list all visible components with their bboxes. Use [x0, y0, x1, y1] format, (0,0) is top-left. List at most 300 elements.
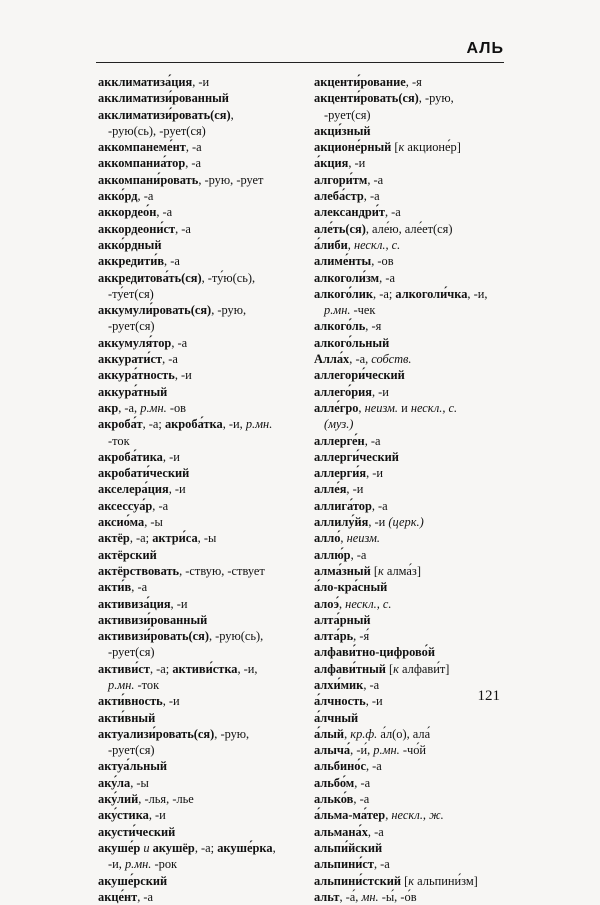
dictionary-entry-line [314, 237, 514, 253]
headword: аку́стика [98, 808, 149, 823]
headword: аккордеони́ст [98, 221, 176, 236]
dictionary-entry-line [314, 873, 514, 889]
headword: аллегори́ческий [314, 368, 405, 383]
grammar-note: к [393, 661, 399, 676]
dictionary-entry-line [314, 530, 514, 546]
headword: алкого́льный [314, 335, 390, 350]
inflection: , -рую, [211, 303, 247, 318]
inflection: , -а [371, 498, 388, 513]
dictionary-entry-line [314, 204, 514, 220]
dictionary-entry-line [314, 596, 514, 612]
dictionary-entry-line [98, 335, 316, 351]
page-number: 121 [477, 688, 500, 704]
headword: а́лчность [314, 694, 366, 709]
inflection: , -а́, [339, 889, 362, 904]
dictionary-entry-line [98, 628, 316, 644]
dictionary-entry-line [98, 661, 316, 677]
headword: акуше́рка [217, 840, 273, 855]
inflection: алфави́т] [398, 661, 450, 676]
inflection: , -а [367, 824, 384, 839]
inflection: -ток [134, 677, 160, 692]
inflection: , -а [152, 498, 169, 513]
dictionary-entry-line [314, 514, 514, 530]
grammar-note: р.мн. [324, 303, 351, 318]
dictionary-entry-line [314, 367, 514, 383]
inflection: , -я́ [353, 629, 370, 644]
inflection: , [385, 808, 392, 823]
inflection: -ток [108, 433, 130, 448]
dictionary-entry-line [314, 433, 514, 449]
dictionary-entry-line [98, 579, 316, 595]
inflection: , -и [366, 466, 384, 481]
inflection: , -и, [467, 286, 488, 301]
headword: а́ло-кра́сный [314, 580, 388, 595]
dictionary-entry-line [98, 856, 316, 872]
dictionary-entry-line [98, 270, 316, 286]
dictionary-entry-line [98, 758, 316, 774]
headword: алкоголи́чка [395, 286, 468, 301]
dictionary-entry-line [98, 514, 316, 530]
dictionary-entry-line [98, 563, 316, 579]
headword: акклиматизи́рованный [98, 91, 229, 106]
headword: алта́рный [314, 612, 371, 627]
dictionary-entry-line [98, 449, 316, 465]
headword: алло́ [314, 531, 341, 546]
grammar-note: нескл., ж. [391, 808, 444, 823]
dictionary-entry-line [98, 221, 316, 237]
headword: алкого́ль [314, 319, 366, 334]
inflection: , -а [131, 580, 148, 595]
grammar-note: нескл., с. [410, 400, 458, 415]
headword: акусти́ческий [98, 824, 176, 839]
inflection: , але́ю, але́ет(ся) [365, 221, 453, 236]
headword: алта́рь [314, 629, 354, 644]
inflection: , -ы [130, 775, 149, 790]
dictionary-entry-line [314, 221, 514, 237]
dictionary-entry-line [98, 367, 316, 383]
dictionary-entry-line [314, 856, 514, 872]
inflection: , -а [353, 792, 370, 807]
headword: а́лчный [314, 710, 359, 725]
dictionary-entry-line [98, 873, 316, 889]
headword: аллего́рия [314, 384, 372, 399]
inflection: , -и [365, 694, 383, 709]
headword: акселера́ция [98, 482, 169, 497]
grammar-note: к [408, 873, 415, 888]
headword: аккредитова́ть(ся) [98, 270, 202, 285]
inflection: , -ту́ю(сь), [201, 270, 256, 285]
inflection: , -а [373, 857, 390, 872]
header-rule [96, 62, 504, 63]
inflection: , -а [185, 140, 202, 155]
headword: активизи́рованный [98, 612, 208, 627]
dictionary-entry-line [98, 107, 316, 123]
headword: алфави́тный [314, 661, 386, 676]
dictionary-entry-line [314, 90, 514, 106]
dictionary-entry-line [98, 612, 316, 628]
headword: а́либи [314, 237, 348, 252]
headword: актри́са [152, 531, 198, 546]
inflection: , -ствую, -ствует [179, 563, 265, 578]
dictionary-entry-line [314, 107, 514, 123]
dictionary-entry-line [314, 628, 514, 644]
dictionary-entry-line [314, 123, 514, 139]
dictionary-entry-line [98, 824, 316, 840]
dictionary-entry-line [98, 693, 316, 709]
headword: аккредити́в [98, 254, 165, 269]
headword: актёр [98, 531, 130, 546]
dictionary-entry-line [98, 253, 316, 269]
inflection: [ [391, 140, 399, 155]
dictionary-entry-line [314, 547, 514, 563]
dictionary-entry-line [98, 530, 316, 546]
dictionary-entry-line [98, 155, 316, 171]
headword: акценти́ровать(ся) [314, 91, 419, 106]
headword: актуализи́ровать(ся) [98, 726, 215, 741]
inflection: , -и, [237, 661, 258, 676]
inflection: , -и [162, 694, 180, 709]
inflection: , -а [162, 352, 178, 367]
dictionary-entry-line [98, 433, 316, 449]
dictionary-entry-line [98, 775, 316, 791]
headword: акробати́ческий [98, 466, 190, 481]
headword: аллю́р [314, 547, 351, 562]
inflection: , -а [137, 189, 154, 204]
dictionary-entry-line [98, 384, 316, 400]
inflection: , -а [365, 759, 382, 774]
inflection: -ов [166, 400, 186, 415]
dictionary-entry-line [98, 90, 316, 106]
grammar-note: (муз.) [324, 417, 354, 432]
dictionary-entry-line [98, 726, 316, 742]
headword: Алла́х [314, 352, 350, 367]
inflection: , -ы [144, 515, 163, 530]
headword: аллерге́н [314, 433, 365, 448]
dictionary-entry-line [98, 318, 316, 334]
dictionary-entry-line [314, 742, 514, 758]
headword: алле́я [314, 482, 347, 497]
headword: аккордео́н [98, 205, 157, 220]
dictionary-entry-line [98, 465, 316, 481]
inflection: , -а [367, 172, 384, 187]
headword: аккумули́ровать(ся) [98, 303, 212, 318]
dictionary-entry-line [314, 481, 514, 497]
dictionary-entry-line [314, 270, 514, 286]
inflection: алма́з] [383, 563, 421, 578]
inflection: , -а [379, 270, 395, 285]
grammar-note: нескл., с. [353, 237, 401, 252]
dictionary-entry-line [314, 384, 514, 400]
dictionary-entry-line [98, 677, 316, 693]
headword: акти́вность [98, 694, 163, 709]
inflection: акционе́р] [404, 140, 461, 155]
headword: александри́т [314, 205, 385, 220]
headword: акушёр [152, 840, 195, 855]
dictionary-entry-line [314, 824, 514, 840]
grammar-note: собств. [371, 352, 412, 367]
dictionary-entry-line [98, 644, 316, 660]
inflection: , [358, 400, 365, 415]
dictionary-entry-line [98, 840, 316, 856]
inflection: , -и [368, 515, 389, 530]
headword: акуше́рский [98, 873, 168, 888]
inflection: , -рую, [418, 91, 454, 106]
headword: алма́зный [314, 563, 371, 578]
headword: алфави́тно-цифрово́й [314, 645, 435, 660]
inflection: , -а [354, 775, 371, 790]
inflection: -и, [108, 857, 125, 872]
inflection: , -а [164, 254, 180, 269]
inflection: , [230, 107, 234, 122]
dictionary-entry-line [98, 302, 316, 318]
dictionary-entry-line [98, 889, 316, 905]
inflection: , -а [171, 335, 188, 350]
dictionary-entry-line [314, 286, 514, 302]
inflection: , -а, [118, 400, 141, 415]
headword: акко́рдный [98, 237, 162, 252]
inflection: , -и [192, 75, 210, 89]
dictionary-entry-line [314, 74, 514, 90]
headword: акти́в [98, 580, 132, 595]
dictionary-entry-line [314, 710, 514, 726]
headword: алле́гро [314, 400, 359, 415]
inflection: , -а [350, 547, 367, 562]
dictionary-entry-line [314, 139, 514, 155]
headword: альбо́м [314, 775, 355, 790]
dictionary-entry-line [98, 188, 316, 204]
dictionary-entry-line [98, 416, 316, 432]
dictionary-entry-line [98, 123, 316, 139]
dictionary-entry-line [98, 204, 316, 220]
inflection: , -и [168, 482, 186, 497]
dictionary-entry-line [98, 547, 316, 563]
headword: аксессуа́р [98, 498, 153, 513]
headword: акр [98, 400, 119, 415]
inflection: , -ов [371, 254, 394, 269]
dictionary-entry-line [314, 726, 514, 742]
inflection: -ы́, -о́в [378, 889, 417, 904]
headword: алкоголи́зм [314, 270, 380, 285]
dictionary-entry-line [314, 302, 514, 318]
headword: а́лый [314, 726, 345, 741]
dictionary-entry-line [98, 237, 316, 253]
headword: акклиматиза́ция [98, 75, 193, 89]
inflection: -рует(ся) [108, 645, 155, 660]
grammar-note: мн. [361, 889, 379, 904]
dictionary-entry-line [314, 563, 514, 579]
headword: алхи́мик [314, 677, 364, 692]
inflection: -чек [350, 303, 376, 318]
inflection: , -а [175, 221, 191, 236]
headword: алько́в [314, 792, 354, 807]
headword: алиме́нты [314, 254, 372, 269]
inflection: -ту́ет(ся) [108, 286, 154, 301]
headword: активи́стка [172, 661, 238, 676]
headword: аккура́тный [98, 384, 168, 399]
inflection: , -а [363, 677, 380, 692]
inflection: , -и [148, 808, 166, 823]
headword: аксио́ма [98, 515, 145, 530]
headword: акроба́тка [164, 417, 223, 432]
headword: аку́ла [98, 775, 131, 790]
headword: а́кция [314, 156, 349, 171]
dictionary-entry-line [314, 775, 514, 791]
headword: акко́рд [98, 189, 138, 204]
dictionary-entry-line [314, 253, 514, 269]
inflection: , -а [364, 433, 381, 448]
inflection: , -и, [222, 417, 246, 432]
headword: алыча́ [314, 743, 351, 758]
headword: акроба́тика [98, 449, 163, 464]
inflection: -рует(ся) [108, 319, 155, 334]
inflection: , -а [363, 189, 380, 204]
grammar-note: кр.ф. [350, 726, 378, 741]
inflection: , -и [346, 482, 364, 497]
inflection: альпини́зм] [414, 873, 478, 888]
dictionary-entry-line [314, 465, 514, 481]
inflection: , -лья, -лье [138, 792, 194, 807]
headword: актёрствовать [98, 563, 180, 578]
inflection: , [347, 237, 354, 252]
headword: акци́зный [314, 123, 371, 138]
dictionary-entry-line [98, 742, 316, 758]
inflection: , -и [371, 384, 389, 399]
headword: аккомпани́ровать [98, 172, 199, 187]
grammar-note: нескл., с. [345, 596, 392, 611]
headword: акце́нт [98, 889, 138, 904]
dictionary-entry-line [98, 710, 316, 726]
inflection: , -и [170, 596, 188, 611]
grammar-note: неизм. [346, 531, 380, 546]
inflection: , -я [365, 319, 382, 334]
inflection: , [338, 596, 346, 611]
grammar-note: р.мн. [373, 743, 400, 758]
inflection: [ [401, 873, 409, 888]
inflection: -рую(сь), -рует(ся) [108, 123, 206, 138]
dictionary-entry-line [314, 318, 514, 334]
headword: аллерги́ческий [314, 449, 399, 464]
dictionary-entry-line [314, 172, 514, 188]
headword: альпи́йский [314, 840, 383, 855]
dictionary-entry-line [98, 791, 316, 807]
inflection: [ [385, 661, 394, 676]
running-header: АЛЬ [466, 40, 504, 57]
dictionary-entry-line [314, 840, 514, 856]
headword: аккомпанеме́нт [98, 140, 186, 155]
dictionary-entry-line [314, 351, 514, 367]
grammar-note: к [398, 140, 405, 155]
headword: актёрский [98, 547, 157, 562]
headword: акуше́р [98, 840, 141, 855]
inflection: , -и [162, 449, 180, 464]
dictionary-entry-line [314, 758, 514, 774]
headword: алкого́лик [314, 286, 374, 301]
headword: але́ть(ся) [314, 221, 366, 236]
headword: альмана́х [314, 824, 368, 839]
dictionary-entry-line [314, 416, 514, 432]
dictionary-entry-line [314, 579, 514, 595]
headword: аллига́тор [314, 498, 372, 513]
inflection: , [344, 726, 351, 741]
headword: а́льма-ма́тер [314, 808, 386, 823]
inflection: , -а [384, 205, 401, 220]
headword: аллерги́я [314, 466, 367, 481]
grammar-note: к [377, 563, 384, 578]
dictionary-entry-line [314, 612, 514, 628]
headword: аккура́тность [98, 368, 175, 383]
headword: альпини́ст [314, 857, 374, 872]
headword: альбино́с [314, 759, 366, 774]
dictionary-entry-line [314, 644, 514, 660]
inflection: -рует(ся) [108, 743, 155, 758]
headword: активи́ст [98, 661, 150, 676]
inflection: , -рую(сь), [208, 629, 264, 644]
inflection: , [272, 840, 276, 855]
inflection: , -а [185, 156, 202, 171]
headword: алеба́стр [314, 189, 364, 204]
dictionary-entry-line [314, 188, 514, 204]
inflection: -рок [151, 857, 178, 872]
dictionary-entry-line [98, 74, 316, 90]
headword: акционе́рный [314, 140, 392, 155]
dictionary-entry-line [98, 498, 316, 514]
headword: альт [314, 889, 340, 904]
headword: аккумуля́тор [98, 335, 172, 350]
dictionary-entry-line [314, 661, 514, 677]
headword: алоэ́ [314, 596, 339, 611]
dictionary-entry-line [98, 172, 316, 188]
dictionary-entry-line [98, 481, 316, 497]
headword: актуа́льный [98, 759, 168, 774]
headword: аллилу́йя [314, 515, 369, 530]
dictionary-entry-line [314, 449, 514, 465]
dictionary-entry-line [98, 807, 316, 823]
dictionary-entry-line [98, 400, 316, 416]
dictionary-entry-line [314, 807, 514, 823]
right-column [314, 74, 514, 905]
dictionary-entry-line [98, 286, 316, 302]
headword: активизи́ровать(ся) [98, 629, 209, 644]
inflection: , -а; [149, 661, 173, 676]
dictionary-entry-line [314, 791, 514, 807]
inflection: -чо́й [399, 743, 427, 758]
inflection: , -а; [194, 840, 218, 855]
inflection: , -ы [197, 531, 217, 546]
grammar-note: р.мн. [245, 417, 273, 432]
inflection: , -а [156, 205, 173, 220]
headword: акти́вный [98, 710, 156, 725]
headword: акценти́рование [314, 75, 406, 89]
headword: альпини́стский [314, 873, 402, 888]
dictionary-entry-line [314, 155, 514, 171]
inflection: , -и [174, 368, 192, 383]
dictionary-entry-line [314, 498, 514, 514]
inflection: , -а [137, 889, 154, 904]
headword: активиза́ция [98, 596, 171, 611]
inflection: и [398, 400, 411, 415]
headword: акклиматизи́ровать(ся) [98, 107, 231, 122]
inflection: , -рую, [214, 726, 250, 741]
inflection: а́л(о), ала́ [377, 726, 431, 741]
dictionary-entry-line [314, 400, 514, 416]
headword: аккомпаниа́тор [98, 156, 186, 171]
dictionary-entry-line [314, 889, 514, 905]
inflection: [ [370, 563, 378, 578]
inflection: -рует(ся) [324, 107, 371, 122]
inflection: , -я [405, 75, 422, 89]
inflection: , -а; [142, 417, 165, 432]
headword: аку́лий [98, 792, 139, 807]
